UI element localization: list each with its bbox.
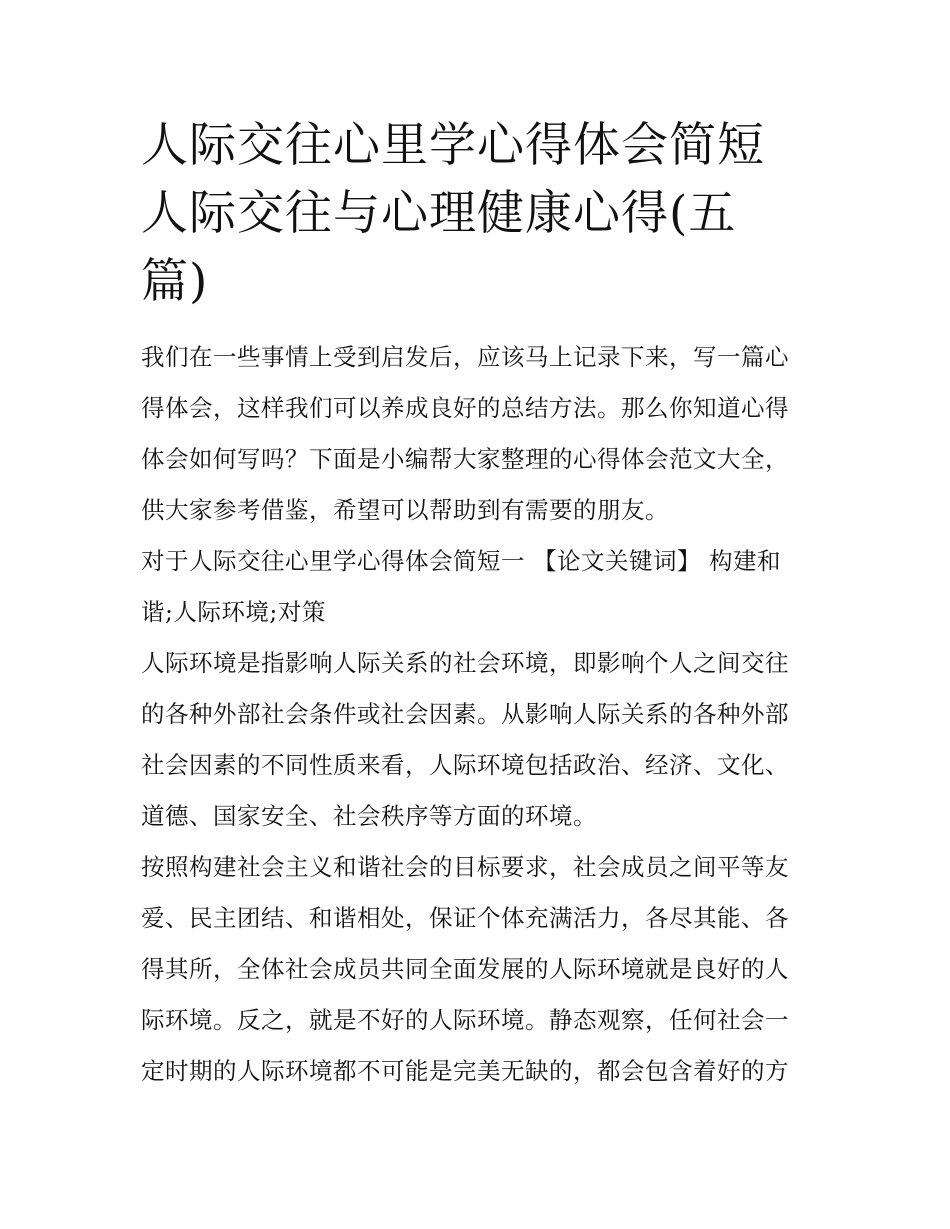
title-line: 篇) <box>141 254 209 309</box>
document-title <box>141 112 817 316</box>
text-line: 谐;人际环境;对策 <box>141 598 326 626</box>
text-line: 按照构建社会主义和谐社会的目标要求，社会成员之间平等友 <box>141 853 789 881</box>
text-line: 道德、国家安全、社会秩序等方面的环境。 <box>141 802 597 830</box>
body-paragraph <box>141 638 817 842</box>
text-line: 人际环境是指影响人际关系的社会环境，即影响个人之间交往 <box>141 649 789 677</box>
text-line: 供大家参考借鉴，希望可以帮助到有需要的朋友。 <box>141 496 669 524</box>
text-line: 对于人际交往心里学心得体会简短一 【论文关键词】 构建和 <box>141 547 781 575</box>
text-line: 社会因素的不同性质来看，人际环境包括政治、经济、文化、 <box>141 751 789 779</box>
keywords-paragraph <box>141 536 817 638</box>
title-line: 人际交往心里学心得体会简短 <box>141 118 765 173</box>
text-line: 得体会，这样我们可以养成良好的总结方法。那么你知道心得 <box>141 394 789 422</box>
title-spacer <box>141 316 817 332</box>
document-page <box>141 112 817 1097</box>
text-line: 定时期的人际环境都不可能是完美无缺的，都会包含着好的方 <box>141 1057 789 1085</box>
text-line: 得其所，全体社会成员共同全面发展的人际环境就是良好的人 <box>141 955 789 983</box>
text-line: 的各种外部社会条件或社会因素。从影响人际关系的各种外部 <box>141 700 789 728</box>
intro-paragraph <box>141 332 817 536</box>
text-line: 际环境。反之，就是不好的人际环境。静态观察，任何社会一 <box>141 1006 789 1034</box>
text-line: 体会如何写吗？下面是小编帮大家整理的心得体会范文大全， <box>141 445 789 473</box>
title-line: 人际交往与心理健康心得(五 <box>141 186 737 241</box>
text-line: 爱、民主团结、和谐相处，保证个体充满活力，各尽其能、各 <box>141 904 789 932</box>
text-line: 我们在一些事情上受到启发后，应该马上记录下来，写一篇心 <box>141 343 789 371</box>
body-paragraph <box>141 842 817 1097</box>
